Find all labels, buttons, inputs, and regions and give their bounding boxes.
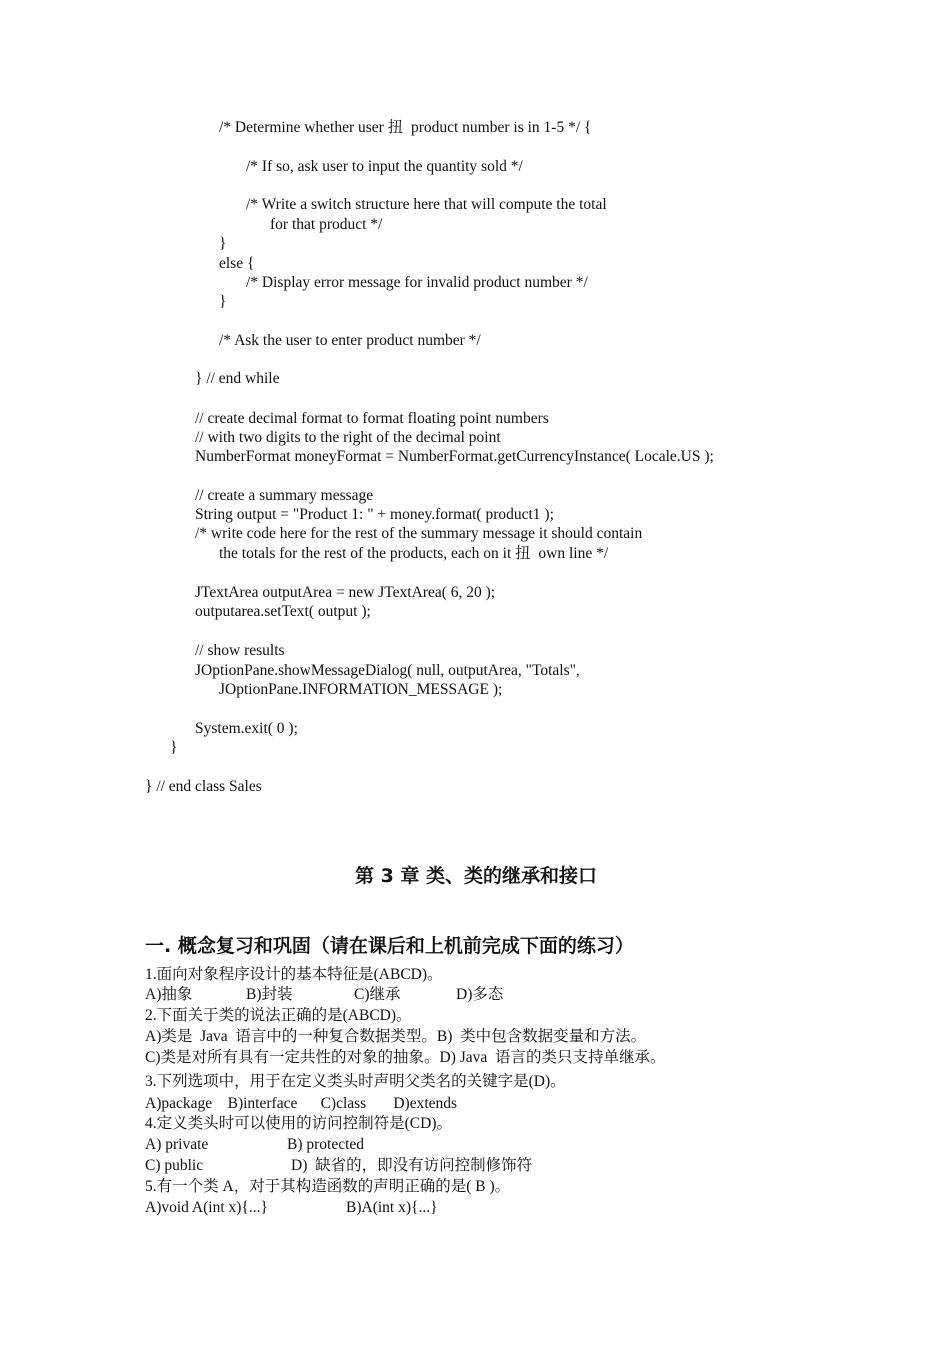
code-line: } [170,739,178,756]
option-c: C) public [145,1157,204,1174]
code-line: /* Write a switch structure here that will compute the total [246,196,607,213]
code-line: for that product */ [270,216,383,233]
option-a: A) private [145,1136,209,1153]
code-line: } [219,235,227,252]
option-b: B)A(int x){...} [346,1199,438,1216]
question-3-options: A)package B)interface C)class D)extends [145,1095,458,1112]
option-c: C)继承 [354,986,401,1003]
question-3: 3.下列选项中，用于在定义类头时声明父类名的关键字是(D)。 [145,1073,566,1090]
code-line: System.exit( 0 ); [195,720,298,737]
question-1: 1.面向对象程序设计的基本特征是(ABCD)。 [145,966,443,983]
option-a: A)void A(int x){...} [145,1199,268,1216]
option-d: D)多态 [456,986,504,1003]
option-b: B) protected [287,1136,365,1153]
code-line: else { [219,255,255,272]
code-line: JOptionPane.showMessageDialog( null, outputArea, "Totals", [195,662,580,679]
section-title: 一. 概念复习和巩固（请在课后和上机前完成下面的练习） [145,935,634,957]
code-line: JTextArea outputArea = new JTextArea( 6, 20 ); [195,584,496,601]
code-line: // show results [195,642,285,659]
question-4: 4.定义类头时可以使用的访问控制符是(CD)。 [145,1115,452,1132]
code-line: /* If so, ask user to input the quantity sold */ [246,158,523,175]
code-line: outputarea.setText( output ); [195,603,371,620]
code-line: // create a summary message [195,487,374,504]
code-line: /* Ask the user to enter product number */ [219,332,481,349]
code-line: /* Display error message for invalid product number */ [246,274,588,291]
question-5: 5.有一个类 A，对于其构造函数的声明正确的是( B )。 [145,1178,511,1195]
code-line: the totals for the rest of the products, each on it 扭 own line */ [219,545,609,562]
question-2-options-ab: A)类是 Java 语言中的一种复合数据类型。B) 类中包含数据变量和方法。 [145,1028,647,1045]
question-2-options-cd: C)类是对所有具有一定共性的对象的抽象。D) Java 语言的类只支持单继承。 [145,1049,666,1066]
code-line: } // end class Sales [145,778,262,795]
option-d: D) 缺省的，即没有访问控制修饰符 [291,1157,533,1174]
code-line: /* write code here for the rest of the summary message it should contain [195,525,643,542]
option-a: A)抽象 [145,986,193,1003]
code-line: // create decimal format to format floating point numbers [195,410,549,427]
code-line: } // end while [195,370,280,387]
chapter-title: 第 3 章 类、类的继承和接口 [354,865,598,887]
option-b: B)封装 [246,986,293,1003]
question-2: 2.下面关于类的说法正确的是(ABCD)。 [145,1007,412,1024]
code-line: } [219,293,227,310]
code-line: NumberFormat moneyFormat = NumberFormat.getCurrencyInstance( Locale.US ); [195,448,714,465]
code-line: JOptionPane.INFORMATION_MESSAGE ); [219,681,503,698]
code-line: /* Determine whether user 扭 product number is in 1-5 */ { [219,119,592,136]
code-line: // with two digits to the right of the decimal point [195,429,501,446]
code-line: String output = "Product 1: " + money.format( product1 ); [195,506,554,523]
